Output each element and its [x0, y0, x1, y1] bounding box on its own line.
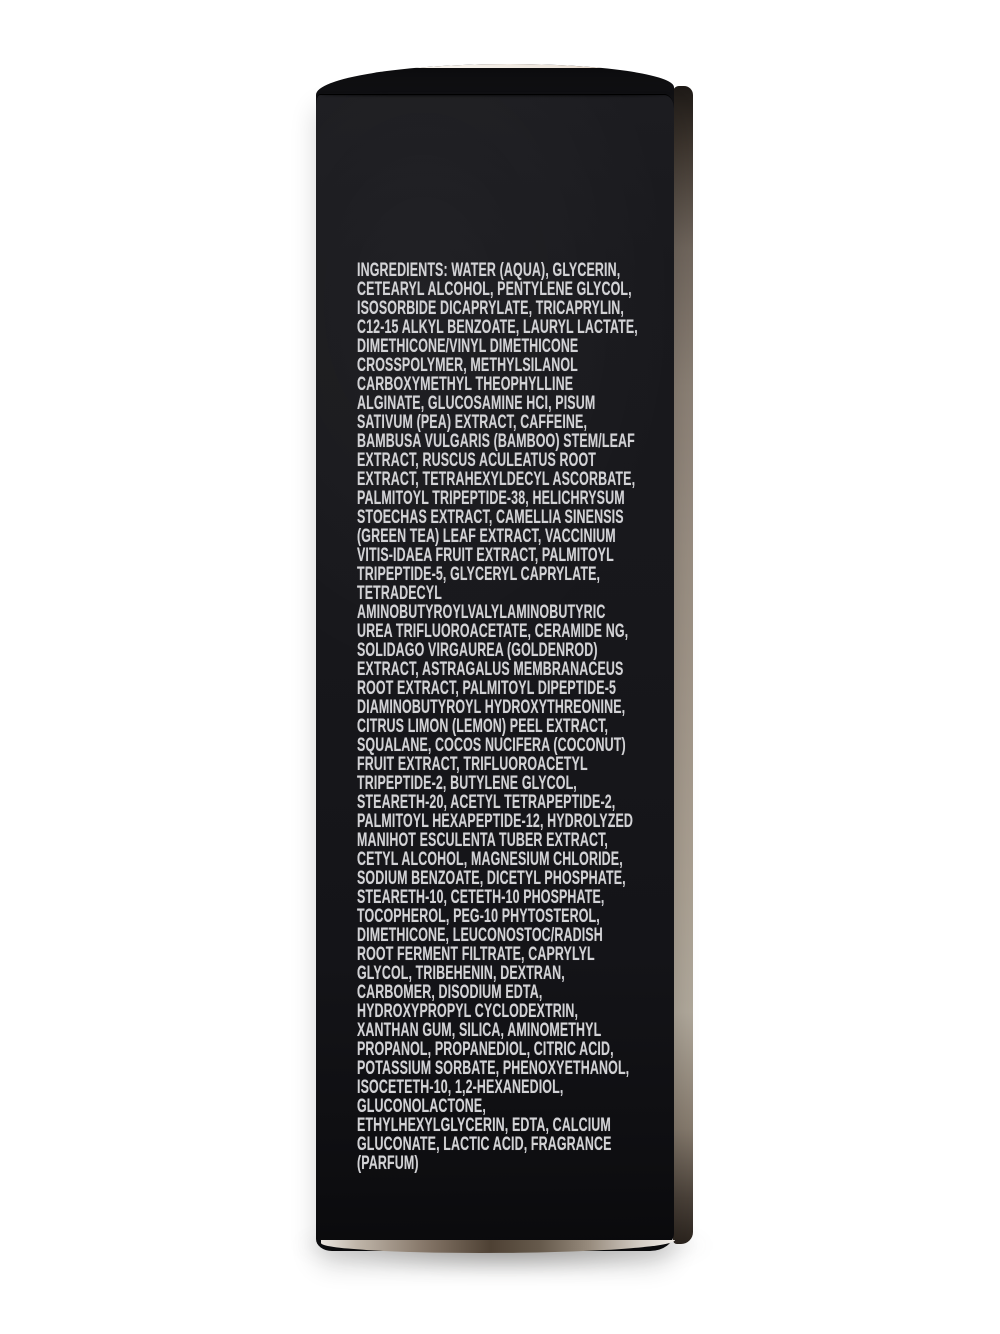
ingredients-line: ROOT FERMENT FILTRATE, CAPRYLYL: [357, 944, 595, 965]
ingredients-line: TRIPEPTIDE-2, BUTYLENE GLYCOL,: [357, 773, 577, 794]
ingredients-line: C12-15 ALKYL BENZOATE, LAURYL LACTATE,: [357, 317, 638, 338]
ingredients-line: POTASSIUM SORBATE, PHENOXYETHANOL,: [357, 1058, 630, 1079]
ingredients-line: PROPANOL, PROPANEDIOL, CITRIC ACID,: [357, 1039, 614, 1060]
ingredients-line: GLUCONOLACTONE,: [357, 1096, 486, 1117]
ingredients-line: CETEARYL ALCOHOL, PENTYLENE GLYCOL,: [357, 279, 632, 300]
ingredients-line: FRUIT EXTRACT, TRIFLUOROACETYL: [357, 754, 588, 775]
ingredients-line: GLUCONATE, LACTIC ACID, FRAGRANCE: [357, 1134, 612, 1155]
ingredients-line: STEARETH-20, ACETYL TETRAPEPTIDE-2,: [357, 792, 616, 813]
ingredients-line: BAMBUSA VULGARIS (BAMBOO) STEM/LEAF: [357, 431, 635, 452]
ingredients-line: ETHYLHEXYLGLYCERIN, EDTA, CALCIUM: [357, 1115, 611, 1136]
ingredients-line: XANTHAN GUM, SILICA, AMINOMETHYL: [357, 1020, 602, 1041]
ingredients-line: STOECHAS EXTRACT, CAMELLIA SINENSIS: [357, 507, 624, 528]
ingredients-line: TRIPEPTIDE-5, GLYCERYL CAPRYLATE,: [357, 564, 601, 585]
ingredients-line: ISOSORBIDE DICAPRYLATE, TRICAPRYLIN,: [357, 298, 625, 319]
ingredients-line: CARBOMER, DISODIUM EDTA,: [357, 982, 543, 1003]
ingredients-line: SOLIDAGO VIRGAUREA (GOLDENROD): [357, 640, 598, 661]
ingredients-line: DIMETHICONE, LEUCONOSTOC/RADISH: [357, 925, 603, 946]
ingredients-line: (PARFUM): [357, 1153, 419, 1174]
ingredients-line: VITIS-IDAEA FRUIT EXTRACT, PALMITOYL: [357, 545, 614, 566]
ingredients-line: HYDROXYPROPYL CYCLODEXTRIN,: [357, 1001, 579, 1022]
ingredients-line: EXTRACT, RUSCUS ACULEATUS ROOT: [357, 450, 597, 471]
ingredients-line: UREA TRIFLUOROACETATE, CERAMIDE NG,: [357, 621, 629, 642]
ingredients-line: ALGINATE, GLUCOSAMINE HCI, PISUM: [357, 393, 596, 414]
ingredients-line: SQUALANE, COCOS NUCIFERA (COCONUT): [357, 735, 626, 756]
ingredients-line: SODIUM BENZOATE, DICETYL PHOSPHATE,: [357, 868, 626, 889]
ingredients-line: GLYCOL, TRIBEHENIN, DEXTRAN,: [357, 963, 565, 984]
ingredients-line: TOCOPHEROL, PEG-10 PHYTOSTEROL,: [357, 906, 600, 927]
box-side-edge: [673, 86, 693, 1244]
ingredients-line: EXTRACT, TETRAHEXYLDECYL ASCORBATE,: [357, 469, 636, 490]
ingredients-line: CROSSPOLYMER, METHYLSILANOL: [357, 355, 578, 376]
ingredients-line: AMINOBUTYROYLVALYLAMINOBUTYRIC: [357, 602, 606, 623]
product-box: [316, 64, 693, 1250]
box-fold-crease: [319, 92, 669, 95]
ingredients-line: INGREDIENTS: WATER (AQUA), GLYCERIN,: [357, 260, 621, 281]
ingredients-line: DIMETHICONE/VINYL DIMETHICONE: [357, 336, 579, 357]
ingredients-line: CETYL ALCOHOL, MAGNESIUM CHLORIDE,: [357, 849, 623, 870]
ingredients-line: ISOCETETH-10, 1,2-HEXANEDIOL,: [357, 1077, 564, 1098]
ingredients-line: CITRUS LIMON (LEMON) PEEL EXTRACT,: [357, 716, 609, 737]
ingredients-line: STEARETH-10, CETETH-10 PHOSPHATE,: [357, 887, 605, 908]
ingredients-text: [357, 261, 638, 1173]
ingredients-line: MANIHOT ESCULENTA TUBER EXTRACT,: [357, 830, 609, 851]
box-top-edge-highlight: [316, 64, 674, 68]
ingredients-line: EXTRACT, ASTRAGALUS MEMBRANACEUS: [357, 659, 624, 680]
ingredients-line: ROOT EXTRACT, PALMITOYL DIPEPTIDE-5: [357, 678, 617, 699]
ingredients-line: PALMITOYL HEXAPEPTIDE-12, HYDROLYZED: [357, 811, 634, 832]
ingredients-line: SATIVUM (PEA) EXTRACT, CAFFEINE,: [357, 412, 588, 433]
ingredients-line: (GREEN TEA) LEAF EXTRACT, VACCINIUM: [357, 526, 616, 547]
ingredients-line: PALMITOYL TRIPEPTIDE-38, HELICHRYSUM: [357, 488, 625, 509]
ingredients-line: DIAMINOBUTYROYL HYDROXYTHREONINE,: [357, 697, 626, 718]
ingredients-line: CARBOXYMETHYL THEOPHYLLINE: [357, 374, 574, 395]
box-front-panel: [316, 94, 674, 1251]
ingredients-line: TETRADECYL: [357, 583, 442, 604]
